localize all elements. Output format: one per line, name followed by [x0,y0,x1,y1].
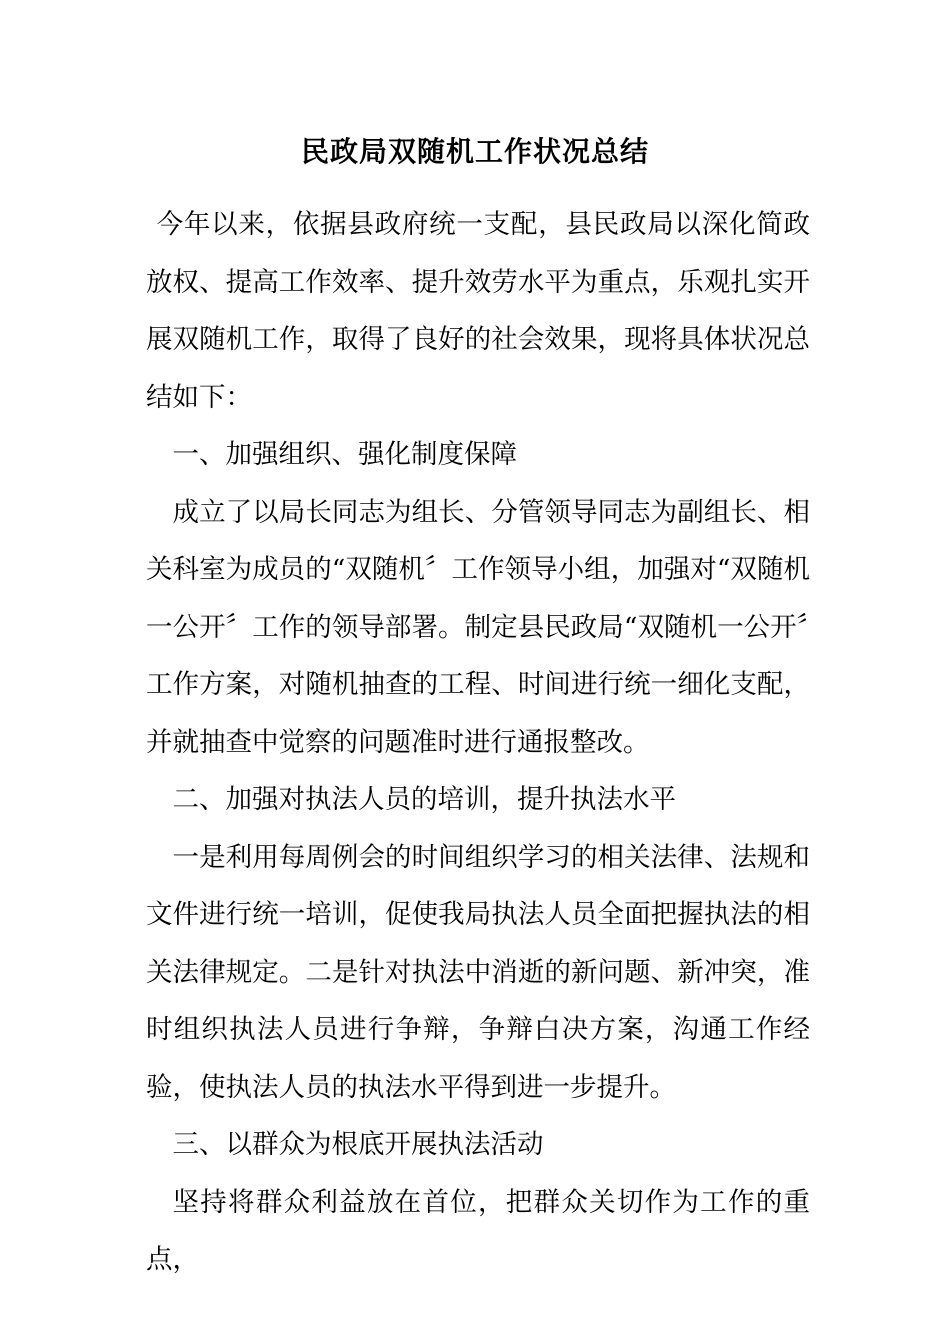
document-body [146,196,810,1289]
document-title: 民政局双随机工作状况总结 [300,135,649,168]
section-heading-2: 二、加强对执法人员的培训，提升执法水平 [172,784,676,815]
paragraph-intro: 今年以来，依据县政府统一支配，县民政局以深化简政放权、提高工作效率、提升效劳水平为重点，乐观扎实开展双随机工作，取得了良好的社会效果，现将具体状况总结如下： [146,209,810,413]
section-heading-1: 一、加强组织、强化制度保障 [172,439,517,470]
paragraph-section-2: 一是利用每周例会的时间组织学习的相关法律、法规和文件进行统一培训，促使我局执法人员全面把握执法的相关法律规定。二是针对执法中消逝的新问题、新冲突，准时组织执法人员进行争辩，争辩白决方案，沟通工作经验，使执法人员的执法水平得到进一步提升。 [146,841,810,1103]
paragraph-section-3: 坚持将群众利益放在首位，把群众关切作为工作的重点， [146,1186,810,1275]
section-heading-3: 三、以群众为根底开展执法活动 [172,1129,544,1160]
paragraph-section-1: 成立了以局长同志为组长、分管领导同志为副组长、相关科室为成员的“双随机〞工作领导小组，加强对“双随机一公开〞工作的领导部署。制定县民政局“双随机一公开〞工作方案，对随机抽查的工程、时间进行统一细化支配，并就抽查中觉察的问题准时进行通报整改。 [146,496,810,758]
